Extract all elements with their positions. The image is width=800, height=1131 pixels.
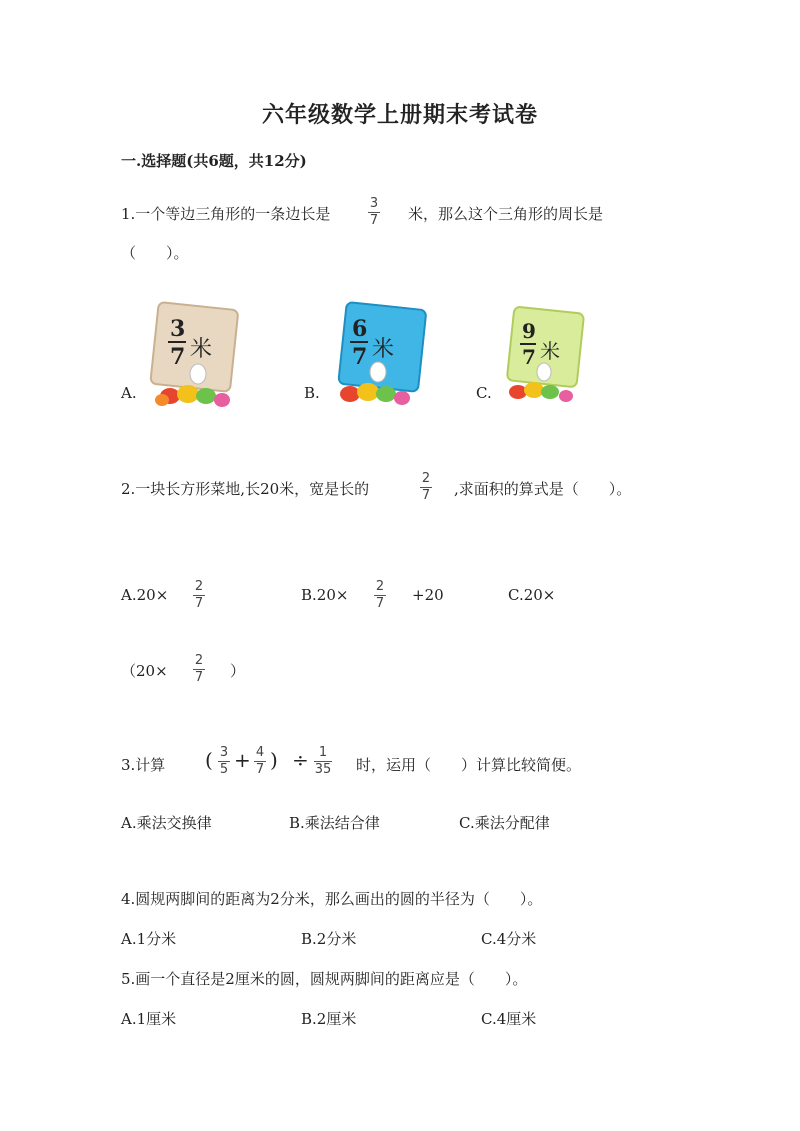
card-numerator: 3 [170,316,186,342]
q2-option-c-tail: ） [230,662,246,680]
fraction-denominator: 35 [314,762,332,777]
q1-fraction [368,197,380,228]
fraction-denominator: 7 [194,596,204,611]
card-denominator: 7 [522,345,536,369]
q2-text-b: ,求面积的算式是（ ）。 [454,480,632,498]
section-heading: 一.选择题(共6题，共12分) [121,152,307,170]
q5-option-c: C.4厘米 [481,1010,537,1028]
card-numerator: 6 [352,316,368,342]
q2-fraction [420,472,432,503]
q3-option-b: B.乘法结合律 [289,814,380,832]
q2-option-a-fraction [193,580,205,611]
q3-fraction-1 [218,746,230,777]
q3-fraction-3 [314,746,332,777]
q1-option-a-card [140,300,250,420]
fraction-numerator: 2 [421,471,431,486]
q4-option-b: B.2分米 [301,930,357,948]
q3-text-a: 3.计算 [121,756,166,774]
q3-fraction-2 [254,746,266,777]
q1-text-a: 1.一个等边三角形的一条边长是 [121,205,331,223]
q2-text-a: 2.一块长方形菜地,长20米，宽是长的 [121,480,370,498]
q3-option-c: C.乘法分配律 [459,814,550,832]
q5-option-b: B.2厘米 [301,1010,357,1028]
q3-plus: + [234,748,251,772]
fraction-numerator: 1 [318,745,328,760]
fraction-denominator: 7 [421,488,431,503]
fraction-numerator: 3 [219,745,229,760]
fraction-denominator: 5 [219,762,229,777]
fraction-numerator: 2 [194,653,204,668]
q1-option-a-label: A. [121,384,137,402]
q3-option-a: A.乘法交换律 [121,814,212,832]
q2-option-b-fraction [374,580,386,611]
card-unit: 米 [190,337,213,362]
card-numerator: 9 [522,319,536,343]
q3-divide: ÷ [292,748,309,772]
fraction-denominator: 7 [255,762,265,777]
fraction-denominator: 7 [375,596,385,611]
q2-option-c: C.20× [508,586,556,604]
q1-text-c: （ ）。 [121,244,189,262]
q3-text-b: 时，运用（ ）计算比较简便。 [356,756,582,774]
fraction-numerator: 2 [375,579,385,594]
q4-text: 4.圆规两脚间的距离为2分米，那么画出的圆的半径为（ ）。 [121,890,543,908]
q2-option-c-fraction [193,654,205,685]
q2-option-b: B.20× [301,586,349,604]
fraction-denominator: 7 [194,670,204,685]
card-denominator: 7 [352,344,368,370]
fraction-denominator: 7 [369,213,379,228]
q2-option-b-tail: +20 [412,586,444,604]
q5-text: 5.画一个直径是2厘米的圆，圆规两脚间的距离应是（ ）。 [121,970,528,988]
q4-option-c: C.4分米 [481,930,537,948]
q4-option-a: A.1分米 [121,930,177,948]
page-title: 六年级数学上册期末考试卷 [261,102,538,128]
q3-left-paren: ( [205,748,213,772]
card-denominator: 7 [170,344,186,370]
q2-option-a: A.20× [121,586,169,604]
fraction-numerator: 2 [194,579,204,594]
q1-option-c-card [496,306,606,421]
q3-right-paren: ) [270,748,278,772]
q1-text-b: 米，那么这个三角形的周长是 [408,205,604,223]
q2-option-c-cont: （20× [121,662,168,680]
q5-option-a: A.1厘米 [121,1010,177,1028]
fraction-numerator: 4 [255,745,265,760]
card-unit: 米 [372,337,395,362]
card-unit: 米 [540,339,560,363]
q1-option-b-label: B. [304,384,320,402]
fraction-numerator: 3 [369,196,379,211]
q1-option-c-label: C. [476,384,492,402]
q1-option-b-card [328,300,438,420]
